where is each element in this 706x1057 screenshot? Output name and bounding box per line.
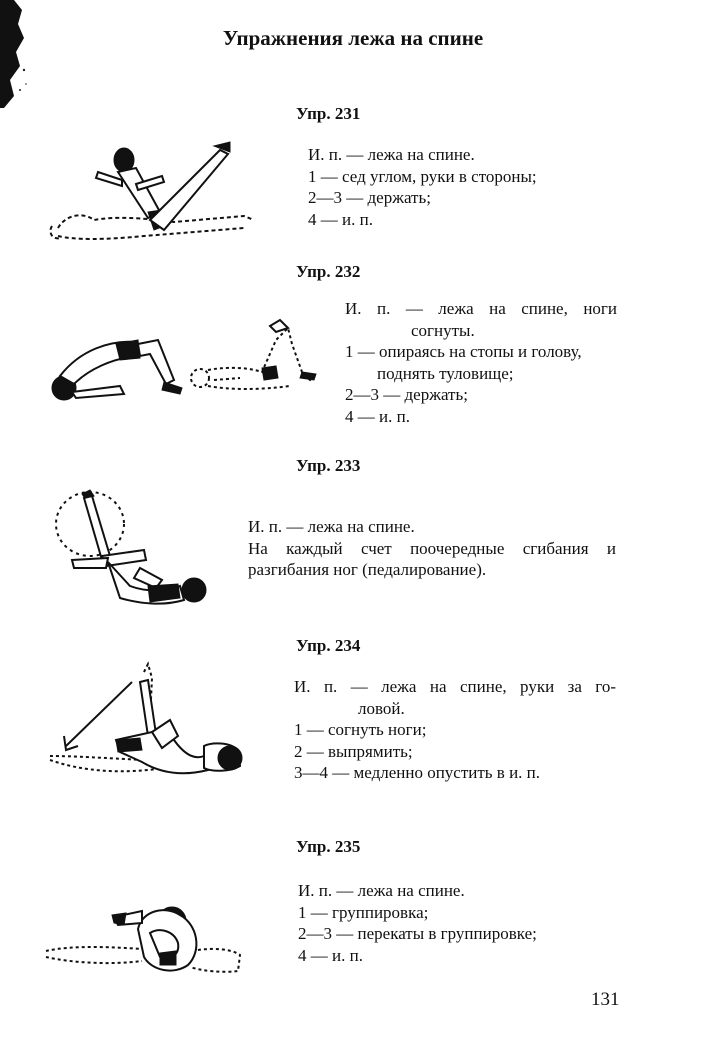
v-sit-figure xyxy=(44,140,259,252)
exercise-235-text xyxy=(298,880,537,966)
exercise-line: 2—3 — держать; xyxy=(308,188,431,207)
exercise-line: поднять туловище; xyxy=(377,363,514,383)
exercise-231-heading: Упр. 231 xyxy=(296,104,361,123)
exercise-233-heading: Упр. 233 xyxy=(296,456,361,475)
exercise-232-heading: Упр. 232 xyxy=(296,262,361,281)
exercise-line: ловой. xyxy=(358,698,405,718)
exercise-line: На каждый счет поочередные сгибания и xyxy=(248,538,616,558)
exercise-233-text xyxy=(248,516,616,581)
leg-lower-figure xyxy=(44,660,250,786)
exercise-234-heading: Упр. 234 xyxy=(296,636,361,655)
exercise-line: 1 — согнуть ноги; xyxy=(294,720,427,739)
exercise-235-heading: Упр. 235 xyxy=(296,837,361,856)
page-title: Упражнения лежа на спине xyxy=(222,26,484,50)
exercise-line: 3—4 — медленно опустить в и. п. xyxy=(294,763,541,782)
exercise-line: И. п. — лежа на спине, ноги xyxy=(345,299,617,318)
exercise-line: 4 — и. п. xyxy=(298,945,363,965)
exercise-line: согнуты. xyxy=(411,320,475,340)
exercise-line: И. п. — лежа на спине. xyxy=(248,517,415,536)
exercise-line: И. п. — лежа на спине. xyxy=(298,881,465,900)
exercise-232-text xyxy=(345,298,617,427)
exercise-line: И. п. — лежа на спине. xyxy=(308,145,475,164)
bridge-figure xyxy=(40,310,330,410)
exercise-line: 1 — группировка; xyxy=(298,902,429,922)
cycling-figure xyxy=(48,486,218,614)
exercise-line: 2 — выпрямить; xyxy=(294,741,413,761)
exercise-line: И. п. — лежа на спине, руки за го- xyxy=(294,677,616,696)
exercise-234-text xyxy=(294,676,616,784)
exercise-line: 4 — и. п. xyxy=(345,406,410,426)
exercise-line: 2—3 — держать; xyxy=(345,385,468,404)
exercise-231-text xyxy=(308,144,537,230)
tuck-figure xyxy=(42,895,252,985)
exercise-line: разгибания ног (педалирование). xyxy=(248,560,487,579)
exercise-line: 1 — опираясь на стопы и голову, xyxy=(345,342,582,361)
exercise-line: 1 — сед углом, руки в стороны; xyxy=(308,166,537,186)
exercise-line: 2—3 — перекаты в группировке; xyxy=(298,924,537,943)
exercise-line: 4 — и. п. xyxy=(308,209,373,229)
scan-edge-mark xyxy=(0,0,30,110)
page-number: 131 xyxy=(591,989,620,1010)
